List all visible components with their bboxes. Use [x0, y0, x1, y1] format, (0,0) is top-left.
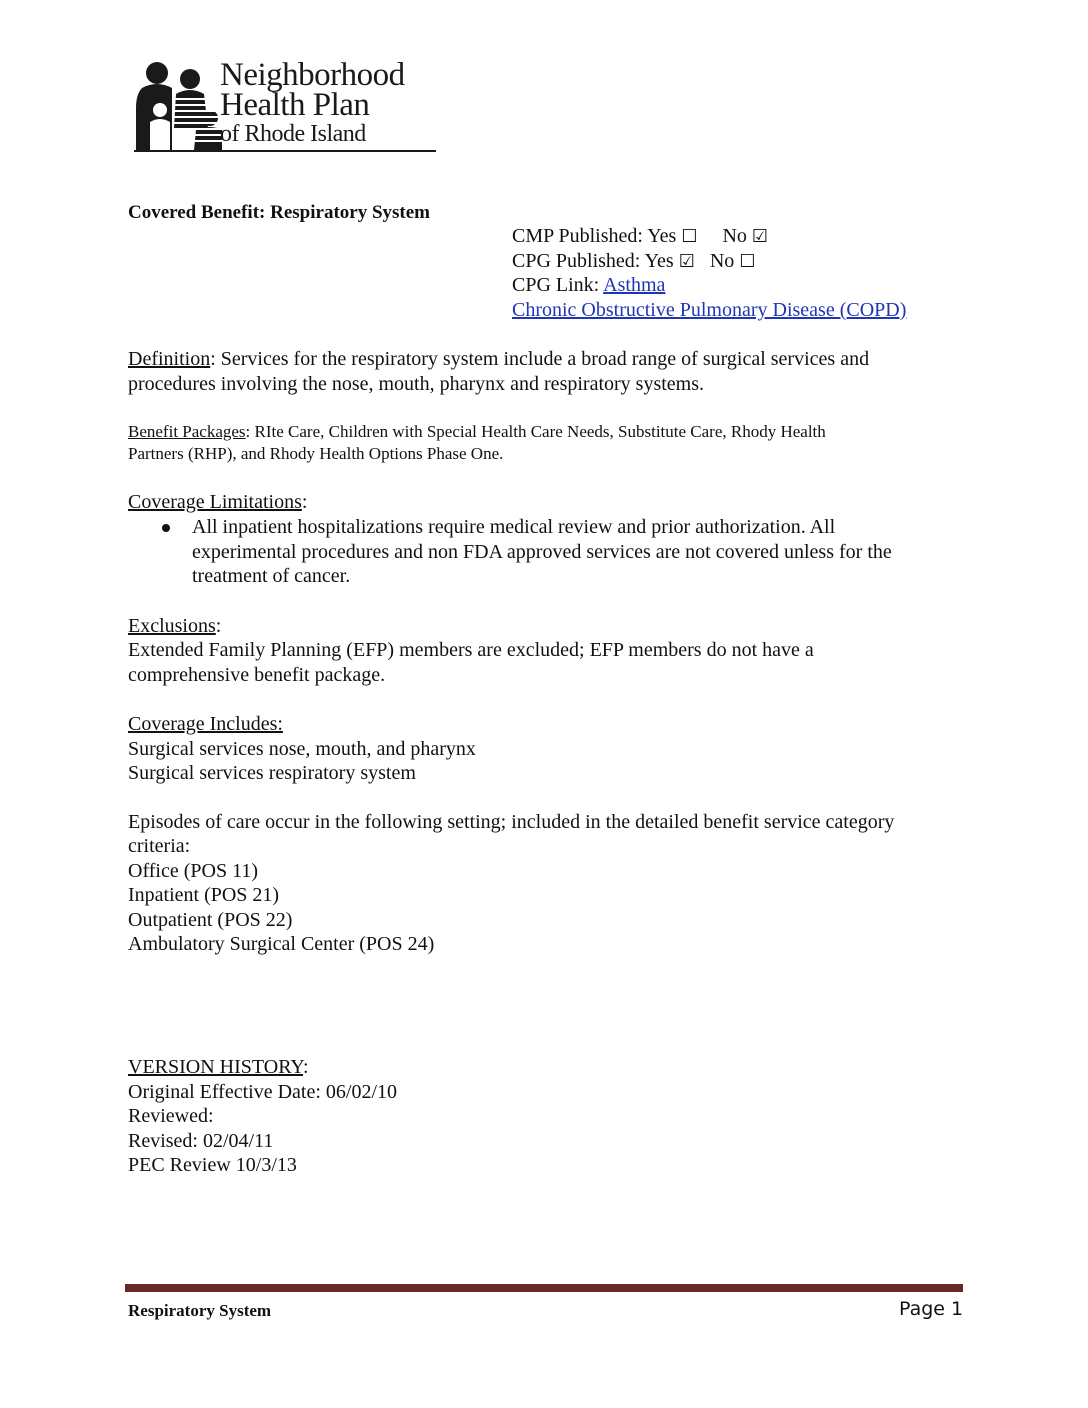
cpg-no-checkbox: ☐ [739, 251, 756, 272]
cmp-no-checkbox: ☑ [751, 226, 769, 247]
coverage-limitations-heading-row [128, 490, 307, 515]
setting-office: Office (POS 11) [128, 860, 258, 882]
cpg-published-row [512, 249, 755, 275]
cmp-yes-checkbox: ☐ [681, 226, 698, 247]
coverage-limitations-heading: Coverage Limitations [128, 491, 302, 513]
coverage-includes-heading: Coverage Includes: [128, 713, 283, 735]
family-silhouette-icon [130, 58, 222, 154]
reviewed-label: Reviewed: [128, 1105, 214, 1127]
copd-link[interactable]: Chronic Obstructive Pulmonary Disease (COPD) [512, 299, 907, 321]
exclusions-heading-row [128, 614, 221, 639]
exclusions-heading: Exclusions [128, 615, 216, 637]
definition-text-1: : Services for the respiratory system include a broad range of surgical services and [210, 348, 870, 370]
exclusions-line-1: Extended Family Planning (EFP) members are excluded; EFP members do not have a [128, 639, 814, 661]
version-history-heading-row [128, 1055, 309, 1080]
cpg-no-label: No [709, 250, 735, 272]
original-effective-date-row [128, 1080, 397, 1105]
exclusions-line-2: comprehensive benefit package. [128, 664, 386, 686]
cmp-published-row [512, 224, 768, 250]
cpg-link-label: CPG Link: [512, 274, 600, 296]
revised-value: 02/04/11 [198, 1130, 274, 1152]
cpg-link-row [512, 273, 665, 298]
benefit-packages-line-1 [128, 421, 826, 443]
original-effective-date-label: Original Effective Date: [128, 1081, 321, 1103]
logo [130, 58, 440, 158]
logo-line-1: Neighborhood [220, 57, 405, 93]
definition-heading: Definition [128, 348, 211, 370]
version-history-colon: : [303, 1056, 309, 1078]
exclusions-colon: : [215, 615, 222, 637]
cpg-published-label: CPG Published: Yes [512, 250, 674, 272]
definition-line-1 [128, 347, 869, 372]
coverage-limitations-colon: : [301, 491, 308, 513]
asthma-link[interactable]: Asthma [603, 274, 666, 296]
cmp-no-label: No [722, 225, 747, 247]
setting-outpatient: Outpatient (POS 22) [128, 909, 293, 931]
page-number: Page 1 [899, 1298, 964, 1320]
version-history-heading: VERSION HISTORY [128, 1056, 304, 1078]
setting-ambulatory: Ambulatory Surgical Center (POS 24) [128, 933, 435, 955]
footer-title: Respiratory System [128, 1301, 272, 1320]
bullet-icon [162, 524, 170, 532]
benefit-packages-text-1: : RIte Care, Children with Special Health Care Needs, Substitute Care, Rhody Health [245, 422, 826, 441]
coverage-includes-item-2: Surgical services respiratory system [128, 762, 416, 784]
logo-line-2: Health Plan [220, 87, 370, 123]
pec-review: PEC Review 10/3/13 [128, 1154, 297, 1176]
limitation-line-3: treatment of cancer. [192, 565, 351, 587]
original-effective-date-value: 06/02/10 [320, 1081, 398, 1103]
limitation-line-1: All inpatient hospitalizations require medical review and prior authorization. All [192, 516, 836, 538]
benefit-packages-line-2: Partners (RHP), and Rhody Health Options Phase One. [128, 444, 504, 463]
cmp-published-label: CMP Published: Yes [512, 225, 677, 247]
episodes-line-1: Episodes of care occur in the following setting; included in the detailed benefit service category [128, 811, 895, 833]
coverage-includes-item-1: Surgical services nose, mouth, and pharynx [128, 738, 476, 760]
footer-divider [125, 1284, 963, 1292]
definition-line-2: procedures involving the nose, mouth, pharynx and respiratory systems. [128, 373, 704, 395]
revised-label: Revised: [128, 1130, 198, 1152]
revised-row [128, 1129, 273, 1154]
logo-line-3: of Rhode Island [220, 121, 366, 147]
logo-underline [134, 150, 436, 152]
limitation-line-2: experimental procedures and non FDA approved services are not covered unless for the [192, 541, 892, 563]
episodes-line-2: criteria: [128, 835, 191, 857]
setting-inpatient: Inpatient (POS 21) [128, 884, 280, 906]
benefit-packages-heading: Benefit Packages [128, 422, 246, 441]
logo-wordmark [220, 57, 440, 148]
cpg-yes-checkbox: ☑ [678, 251, 695, 272]
covered-benefit-title: Covered Benefit: Respiratory System [128, 202, 430, 223]
